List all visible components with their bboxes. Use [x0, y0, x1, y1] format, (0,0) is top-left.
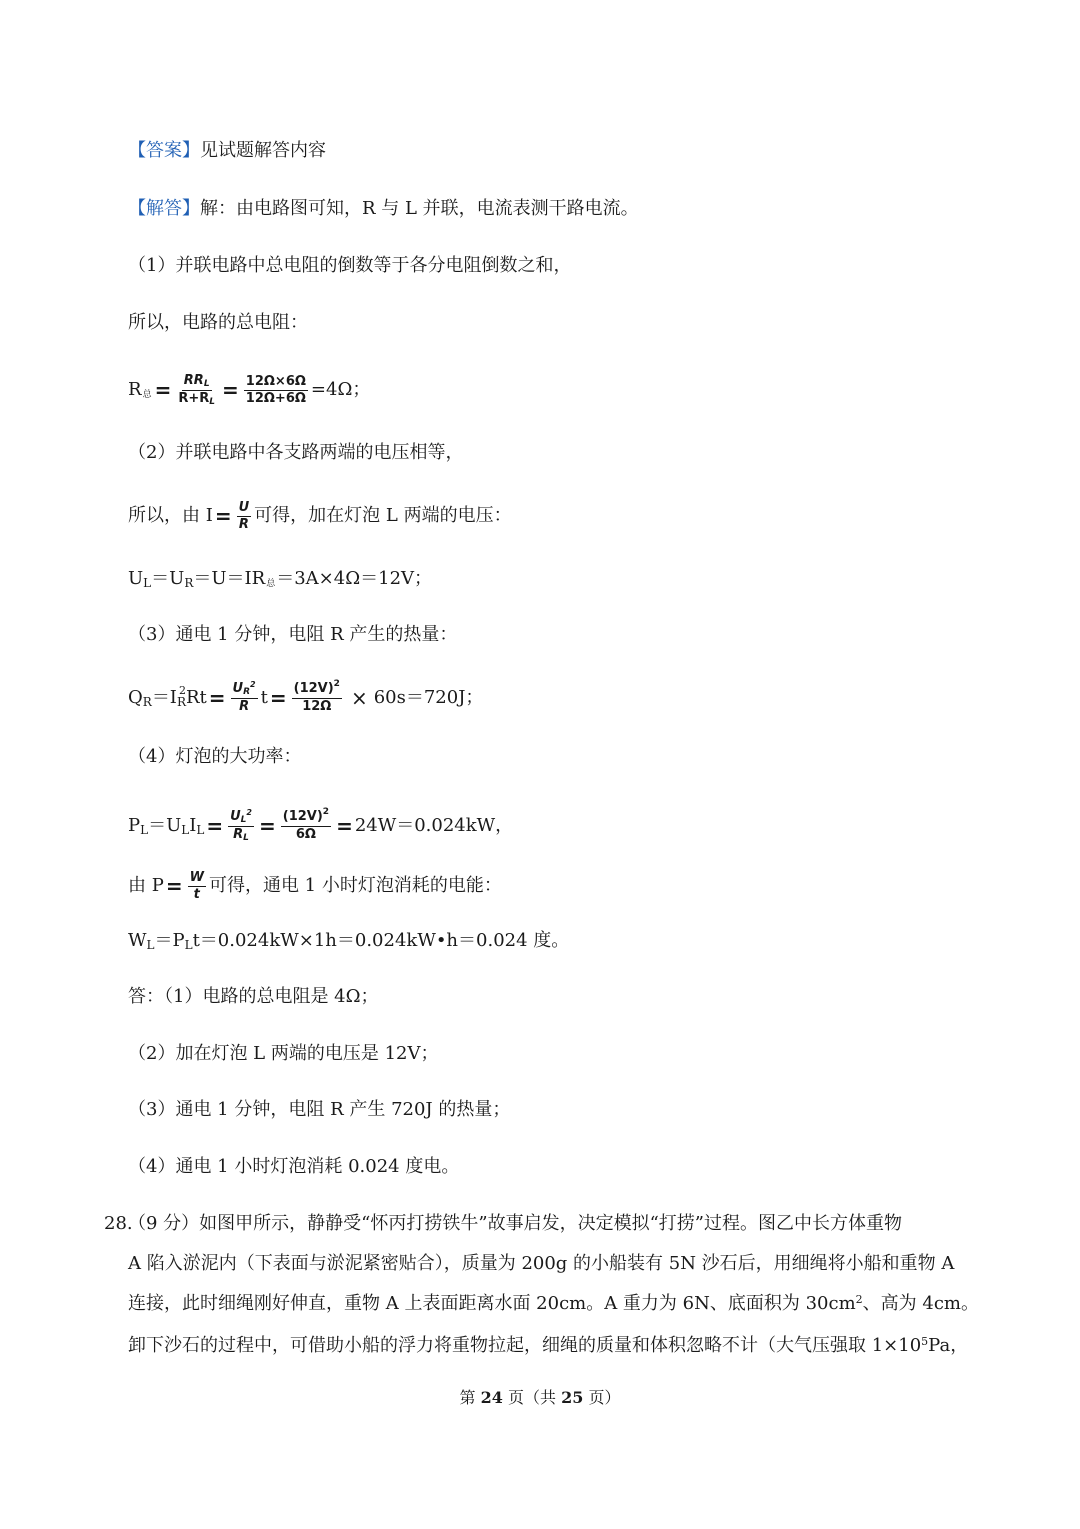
eq2-c: ＝U＝IR	[193, 568, 266, 589]
footer-total-pages: 25	[561, 1388, 584, 1407]
answer-line	[128, 138, 326, 164]
answer-item-4: （4）通电 1 小时灯泡消耗 0.024 度电。	[128, 1156, 460, 1177]
eq5-a-sub: L	[146, 938, 155, 952]
paragraph-7	[128, 864, 502, 908]
eq3-equals-2: =	[269, 686, 287, 710]
eq5-b: ＝P	[154, 930, 185, 951]
eq3-f1-num: U	[232, 681, 244, 696]
solution-text: 解：由电路图可知，R 与 L 并联，电流表测干路电流。	[200, 198, 639, 219]
eq1-fraction-1	[176, 374, 217, 407]
footer-pre: 第	[459, 1388, 481, 1407]
p4-post: 可得，加在灯泡 L 两端的电压：	[254, 505, 512, 526]
equation-voltage	[128, 566, 432, 592]
paragraph-3: （2）并联电路中各支路两端的电压相等，	[128, 442, 464, 463]
eq3-a-sub: R	[142, 695, 152, 709]
eq3-times: ×	[350, 686, 368, 710]
eq3-a: Q	[128, 687, 143, 708]
eq4-a-sub: L	[140, 823, 149, 837]
eq3-b-sub: R	[176, 695, 186, 709]
eq2-c-sub: 总	[266, 579, 276, 589]
question-28-line-2: A 陷入淤泥内（下表面与淤泥紧密贴合），质量为 200g 的小船装有 5N 沙石后，用细绳将小船和重物 A	[128, 1253, 955, 1274]
q28-line4-sup: 5	[921, 1335, 929, 1348]
eq2-a: U	[128, 568, 144, 589]
paragraph-6: （4）灯泡的大功率：	[128, 746, 302, 767]
p4-num: U	[238, 499, 250, 515]
p7-fraction	[188, 871, 206, 902]
eq3-t: t	[260, 687, 268, 708]
q28-line1-text: （9 分）如图甲所示，静静受“怀丙打捞铁牛”故事启发，决定模拟“打捞”过程。图乙中长方体重物	[128, 1213, 902, 1234]
question-28-line-4	[104, 1326, 994, 1368]
eq3-b: ＝I	[151, 687, 177, 708]
eq4-f1-num-sub: L	[240, 814, 247, 825]
footer-page-number: 24	[480, 1388, 503, 1407]
footer-mid: 页（共	[502, 1388, 562, 1407]
eq4-f1-num: U	[230, 808, 241, 824]
eq4-equals-1: =	[206, 814, 224, 838]
eq2-b-sub: R	[184, 576, 194, 590]
equation-power	[128, 800, 513, 852]
eq2-a-sub: L	[143, 576, 152, 590]
eq4-f1-den-sub: L	[243, 832, 249, 843]
q28-line3-pre: 连接，此时细绳刚好伸直，重物 A 上表面距离水面 20cm。A 重力为 6N、底面积为 30cm	[128, 1293, 856, 1314]
q28-line4-post: Pa，	[928, 1335, 969, 1356]
eq4-equals-2: =	[258, 814, 276, 838]
eq3-f2-den: 12Ω	[302, 699, 332, 714]
equation-energy	[128, 928, 569, 954]
question-28-line-1	[104, 1204, 994, 1244]
eq1-result: =4Ω；	[310, 379, 371, 400]
question-number: 28.	[104, 1213, 133, 1234]
answer-item-2: （2）加在灯泡 L 两端的电压是 12V；	[128, 1043, 439, 1064]
p4-equals: =	[214, 504, 232, 528]
eq4-f1-num-sup: 2	[246, 807, 252, 817]
p7-post: 可得，通电 1 小时灯泡消耗的电能：	[208, 875, 502, 896]
eq1-f2-num: 12Ω×6Ω	[245, 373, 306, 389]
eq1-f2-den: 12Ω+6Ω	[245, 390, 306, 406]
paragraph-1: （1）并联电路中总电阻的倒数等于各分电阻倒数之和，	[128, 255, 572, 276]
eq3-fraction-2	[292, 679, 342, 714]
paragraph-2: 所以，电路的总电阻：	[128, 312, 308, 333]
paragraph-5: （3）通电 1 分钟，电阻 R 产生的热量：	[128, 624, 458, 645]
p7-equals: =	[165, 874, 183, 898]
page-footer	[0, 1385, 1080, 1408]
footer-post: 页）	[583, 1388, 621, 1407]
eq1-fraction-2	[244, 375, 308, 406]
eq1-f1-num-sub: L	[203, 378, 210, 389]
eq4-a: P	[128, 815, 141, 836]
eq4-fraction-1	[228, 807, 254, 843]
eq1-f1-den-sub: L	[209, 396, 216, 407]
eq4-equals-3: =	[336, 814, 353, 838]
eq4-b: ＝U	[148, 815, 182, 836]
eq5-a: W	[128, 930, 147, 951]
p4-pre: 所以，由 I	[128, 505, 213, 526]
equation-total-resistance	[128, 364, 370, 416]
eq3-fraction-1	[231, 682, 258, 714]
p4-den: R	[238, 516, 249, 532]
eq4-f1-den: R	[233, 826, 244, 842]
answer-tag: 【答案】	[128, 140, 200, 161]
eq4-result: 24W＝0.024kW，	[354, 815, 514, 836]
eq3-equals-1: =	[208, 686, 226, 710]
q28-line4-pre: 卸下沙石的过程中，可借助小船的浮力将重物拉起，细绳的质量和体积忽略不计（大气压强取 1×10	[128, 1335, 922, 1356]
eq1-lhs: R	[128, 379, 142, 400]
answer-item-3: （3）通电 1 分钟，电阻 R 产生 720J 的热量；	[128, 1099, 511, 1120]
p7-num: W	[189, 869, 204, 885]
eq5-b-sub: L	[184, 938, 193, 952]
eq3-c: Rt	[185, 687, 207, 708]
solution-tag: 【解答】	[128, 198, 200, 219]
eq1-equals-1: =	[154, 378, 172, 402]
eq3-f1-den: R	[239, 699, 250, 714]
eq1-f1-num: RR	[183, 372, 204, 388]
question-28-line-3	[104, 1284, 994, 1326]
eq3-b-sup: 2	[178, 684, 186, 697]
eq2-b: ＝U	[151, 568, 185, 589]
paragraph-4	[128, 494, 512, 538]
q28-line3-sup: 2	[855, 1293, 863, 1306]
eq3-result: 60s＝720J；	[373, 687, 484, 708]
p7-pre: 由 P	[128, 875, 164, 896]
eq3-f2-num: (12V)	[293, 681, 334, 696]
eq3-f1-num-sub: R	[243, 687, 251, 697]
q28-line3-post: 、高为 4cm。	[862, 1293, 979, 1314]
question-28	[104, 1204, 994, 1368]
solution-line	[128, 196, 639, 222]
answer-text: 见试题解答内容	[200, 140, 326, 161]
equation-heat	[128, 672, 483, 724]
answer-item-1: 答：（1）电路的总电阻是 4Ω；	[128, 986, 379, 1007]
eq1-lhs-sub: 总	[142, 390, 152, 400]
eq1-f1-den: R+R	[178, 390, 210, 406]
eq1-equals-2: =	[222, 378, 239, 402]
eq2-d: ＝3A×4Ω＝12V；	[276, 568, 433, 589]
eq4-f2-den: 6Ω	[295, 827, 316, 842]
eq4-c-sub: L	[196, 823, 205, 837]
eq4-fraction-2	[281, 807, 331, 842]
eq3-f2-num-sup: 2	[333, 679, 340, 689]
eq4-b-sub: L	[181, 823, 190, 837]
eq3-f1-num-sup: 2	[250, 680, 256, 689]
eq4-f2-num: (12V)	[282, 809, 323, 824]
eq4-f2-num-sup: 2	[322, 807, 330, 817]
p4-fraction	[237, 501, 252, 532]
eq5-c: t＝0.024kW×1h＝0.024kW•h＝0.024 度。	[192, 930, 570, 951]
eq4-c: I	[189, 815, 197, 836]
p7-den: t	[193, 886, 200, 902]
